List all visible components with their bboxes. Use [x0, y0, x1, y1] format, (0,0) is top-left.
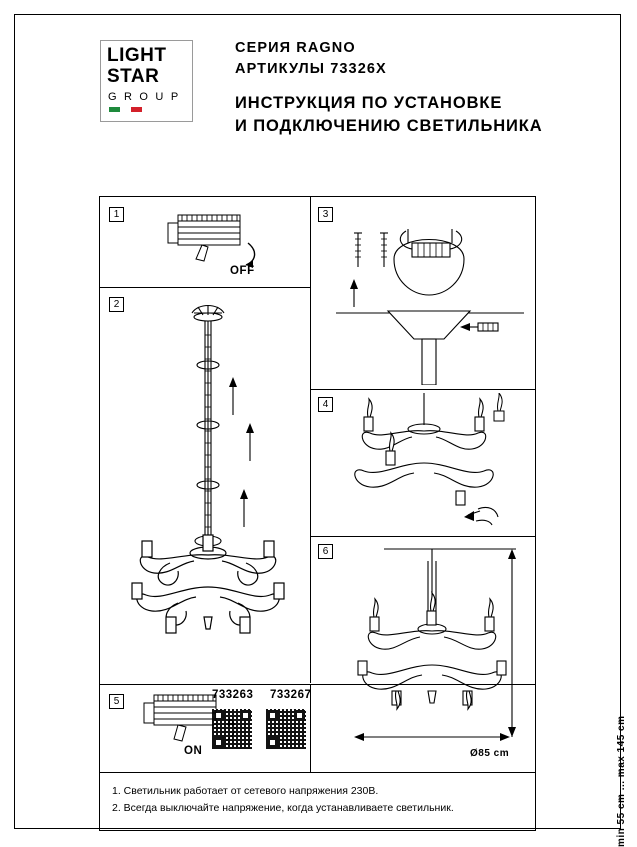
page-title-line-2: И ПОДКЛЮЧЕНИЮ СВЕТИЛЬНИКА — [235, 117, 543, 135]
header — [100, 38, 543, 158]
page-title — [235, 92, 545, 138]
italy-flag-icon — [109, 107, 142, 112]
header-text-block — [235, 38, 545, 138]
product-code-2: 733267 — [270, 689, 312, 701]
logo-group-text: G R O U P — [108, 91, 181, 103]
note-2: 2. Всегда выключайте напряжение, когда устанавливаете светильник. — [112, 802, 454, 814]
step-badge-2: 2 — [109, 297, 124, 312]
step-1-label: OFF — [230, 265, 255, 277]
step-badge-5: 5 — [109, 694, 124, 709]
logo-wordmark — [107, 45, 167, 87]
article-label: АРТИКУЛЫ 73326X — [235, 61, 387, 77]
dimension-diameter-label: Ø85 cm — [470, 748, 510, 759]
step-2-illustration — [108, 295, 308, 680]
divider-step4-step6 — [310, 536, 536, 537]
divider-notes — [100, 772, 536, 773]
dimension-height-label: min 55 cm ... max 145 cm — [616, 715, 627, 847]
step-4-illustration — [328, 393, 528, 535]
step-badge-3: 3 — [318, 207, 333, 222]
qr-code-733267[interactable] — [266, 709, 306, 749]
step-3-illustration — [328, 203, 528, 385]
qr-code-733263[interactable] — [212, 709, 252, 749]
step-badge-4: 4 — [318, 397, 333, 412]
divider-step1-step2 — [100, 287, 310, 288]
note-1: 1. Светильник работает от сетевого напряжения 230В. — [112, 785, 379, 797]
logo-line-1: LIGHT — [107, 45, 167, 66]
diagram-frame — [99, 196, 627, 847]
page-title-line-1: ИНСТРУКЦИЯ ПО УСТАНОВКЕ — [235, 94, 503, 112]
step-badge-1: 1 — [109, 207, 124, 222]
notes-block — [112, 783, 532, 817]
step-1-illustration — [150, 207, 290, 285]
series-label: СЕРИЯ RAGNO — [235, 40, 356, 56]
logo-line-2: STAR — [107, 66, 160, 87]
logo — [100, 40, 193, 122]
step-6-illustration — [326, 541, 534, 771]
divider-vertical-main — [310, 197, 311, 683]
divider-step3-step4 — [310, 389, 536, 390]
step-badge-6: 6 — [318, 544, 333, 559]
product-code-1: 733263 — [212, 689, 254, 701]
step-5-label: ON — [184, 745, 203, 757]
